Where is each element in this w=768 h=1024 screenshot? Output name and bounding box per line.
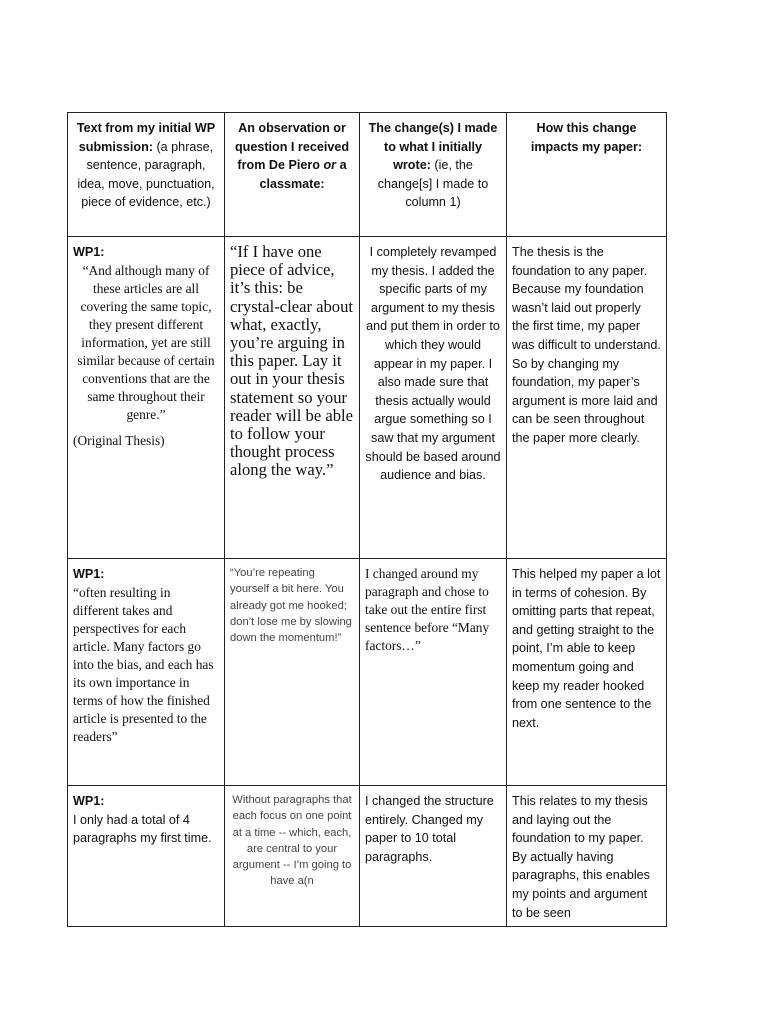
cell-change [360,786,507,927]
header-changes-bold: The change(s) I made to what I initially wrote: [368,121,498,173]
cell-change [360,237,507,559]
header-observation-italic: or [323,158,337,173]
row-label: WP1: [73,794,105,808]
row-label: WP1: [73,245,105,259]
cell-impact [507,237,667,559]
cell-feedback [225,786,360,927]
cell-impact [507,786,667,927]
row-label: WP1: [73,567,105,581]
header-changes-note: (ie, the change[s] I made to column 1) [377,158,489,210]
feedback-text: Without paragraphs that each focus on one point at a time -- which, each, are central to your argument -- I’m going to have a(n [232,794,352,888]
impact-text: This relates to my thesis and laying out the foundation to my paper. By actually having paragraphs, this enables my points and argument to be seen [512,794,650,920]
cell-original-text [68,559,225,786]
original-note: (Original Thesis) [73,432,165,448]
cell-feedback [225,559,360,786]
cell-change [360,559,507,786]
cell-original-text [68,786,225,927]
original-text: I only had a total of 4 paragraphs my first time. [73,812,212,846]
feedback-text: “You’re repeating yourself a bit here. You already got me hooked; don’t lose me by slowing down the momentum!” [230,567,352,645]
impact-text: This helped my paper a lot in terms of cohesion. By omitting parts that repeat, and getting straight to the point, I’m able to keep momentum going and keep my reader hooked from one sentence to the next. [512,567,661,730]
table-row [68,559,667,786]
original-text: “And although many of these articles are all covering the same topic, they present different information, yet are still similar because of certain conventions that are the same throughout their genre.” [77,262,215,422]
header-cell-changes [360,113,507,237]
header-cell-initial-text [68,113,225,237]
header-observation-bold-a: An observation or question I received from De Piero [234,121,350,173]
table-row [68,237,667,559]
revision-table [67,112,667,927]
header-initial-text-note: (a phrase, sentence, paragraph, idea, move, punctuation, piece of evidence, etc.) [77,139,215,210]
original-text: “often resulting in different takes and perspectives for each article. Many factors go into the bias, and each has its own importance in terms of how the finished article is presented to the readers” [73,584,214,744]
header-initial-text-bold: Text from my initial WP submission: [76,121,216,154]
cell-impact [507,559,667,786]
table-header-row [68,113,667,237]
header-cell-observation [225,113,360,237]
cell-feedback [225,237,360,559]
change-text: I changed around my paragraph and chose to take out the entire first sentence before “Many factors…” [365,566,490,653]
change-text: I completely revamped my thesis. I added the specific parts of my argument to my thesis and put them in order to which they would appear in my paper. I also made sure that thesis actually would argue something so I saw that my argument should be based around audience and bias. [365,245,501,483]
header-observation-bold-b: a classmate: [259,158,347,191]
table-row [68,786,667,927]
change-text: I changed the structure entirely. Changed my paper to 10 total paragraphs. [365,794,494,864]
header-impact-bold: How this change impacts my paper: [530,121,643,154]
cell-original-text [68,237,225,559]
impact-text: The thesis is the foundation to any paper. Because my foundation wasn’t laid out properly the first time, my paper was difficult to understand. So by changing my foundation, my paper’s argument is more laid and can be seen throughout the paper more clearly. [512,245,661,445]
header-cell-impact [507,113,667,237]
feedback-text: “If I have one piece of advice, it’s this: be crystal-clear about what, exactly, you’re arguing in this paper. Lay it out in your thesis statement so your reader will be able to follow your thought process along the way.” [230,242,354,480]
